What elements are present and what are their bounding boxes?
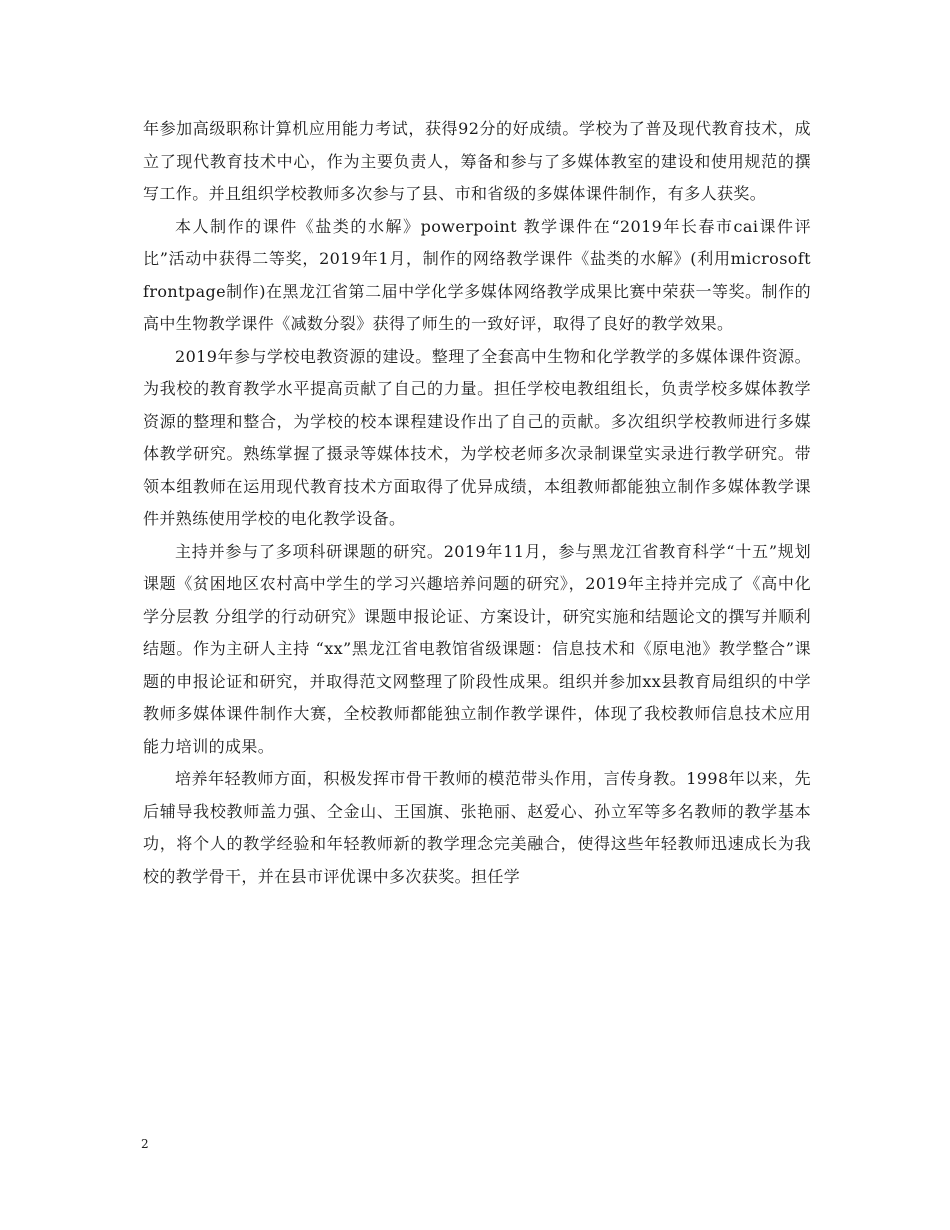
paragraph-2: 本人制作的课件《盐类的水解》powerpoint 教学课件在“2019年长春市cai课件评比”活动中获得二等奖，2019年1月，制作的网络教学课件《盐类的水解》(利用microsoft frontpage制作)在黑龙江省第二届中学化学多媒体网络教学成果比赛中荣获一等奖。制作的高中生物教学课件《减数分裂》获得了师生的一致好评，取得了良好的教学效果。	[143, 216, 811, 333]
paragraph-4: 主持并参与了多项科研课题的研究。2019年11月，参与黑龙江省教育科学“十五”规划课题《贫困地区农村高中学生的学习兴趣培养问题的研究》，2019年主持并完成了《高中化学分层教 分组学的行动研究》课题申报论证、方案设计，研究实施和结题论文的撰写并顺利结题。作为主研人主持 “xx”黑龙江省电教馆省级课题：信息技术和《原电池》教学整合”课题的申报论证和研究，并取得范文网整理了阶段性成果。组织并参加xx县教育局组织的中学教师多媒体课件制作大赛，全校教师都能独立制作教学课件，体现了我校教师信息技术应用能力培训的成果。	[143, 541, 811, 756]
body-text	[143, 113, 811, 893]
paragraph-1: 年参加高级职称计算机应用能力考试，获得92分的好成绩。学校为了普及现代教育技术，成立了现代教育技术中心，作为主要负责人，筹备和参与了多媒体教室的建设和使用规范的撰写工作。并且组织学校教师多次参与了县、市和省级的多媒体课件制作，有多人获奖。	[143, 119, 811, 203]
page-number: 2	[141, 1137, 149, 1151]
paragraph-3: 2019年参与学校电教资源的建设。整理了全套高中生物和化学教学的多媒体课件资源。为我校的教育教学水平提高贡献了自己的力量。担任学校电教组组长，负责学校多媒体教学资源的整理和整合，为学校的校本课程建设作出了自己的贡献。多次组织学校教师进行多媒体教学研究。熟练掌握了摄录等媒体技术，为学校老师多次录制课堂实录进行教学研究。带领本组教师在运用现代教育技术方面取得了优异成绩，本组教师都能独立制作多媒体教学课件并熟练使用学校的电化教学设备。	[143, 346, 811, 528]
paragraph-5: 培养年轻教师方面，积极发挥市骨干教师的模范带头作用，言传身教。1998年以来，先后辅导我校教师盖力强、仝金山、王国旗、张艳丽、赵爱心、孙立军等多名教师的教学基本功，将个人的教学经验和年轻教师新的教学理念完美融合，使得这些年轻教师迅速成长为我校的教学骨干，并在县市评优课中多次获奖。担任学	[143, 769, 811, 886]
